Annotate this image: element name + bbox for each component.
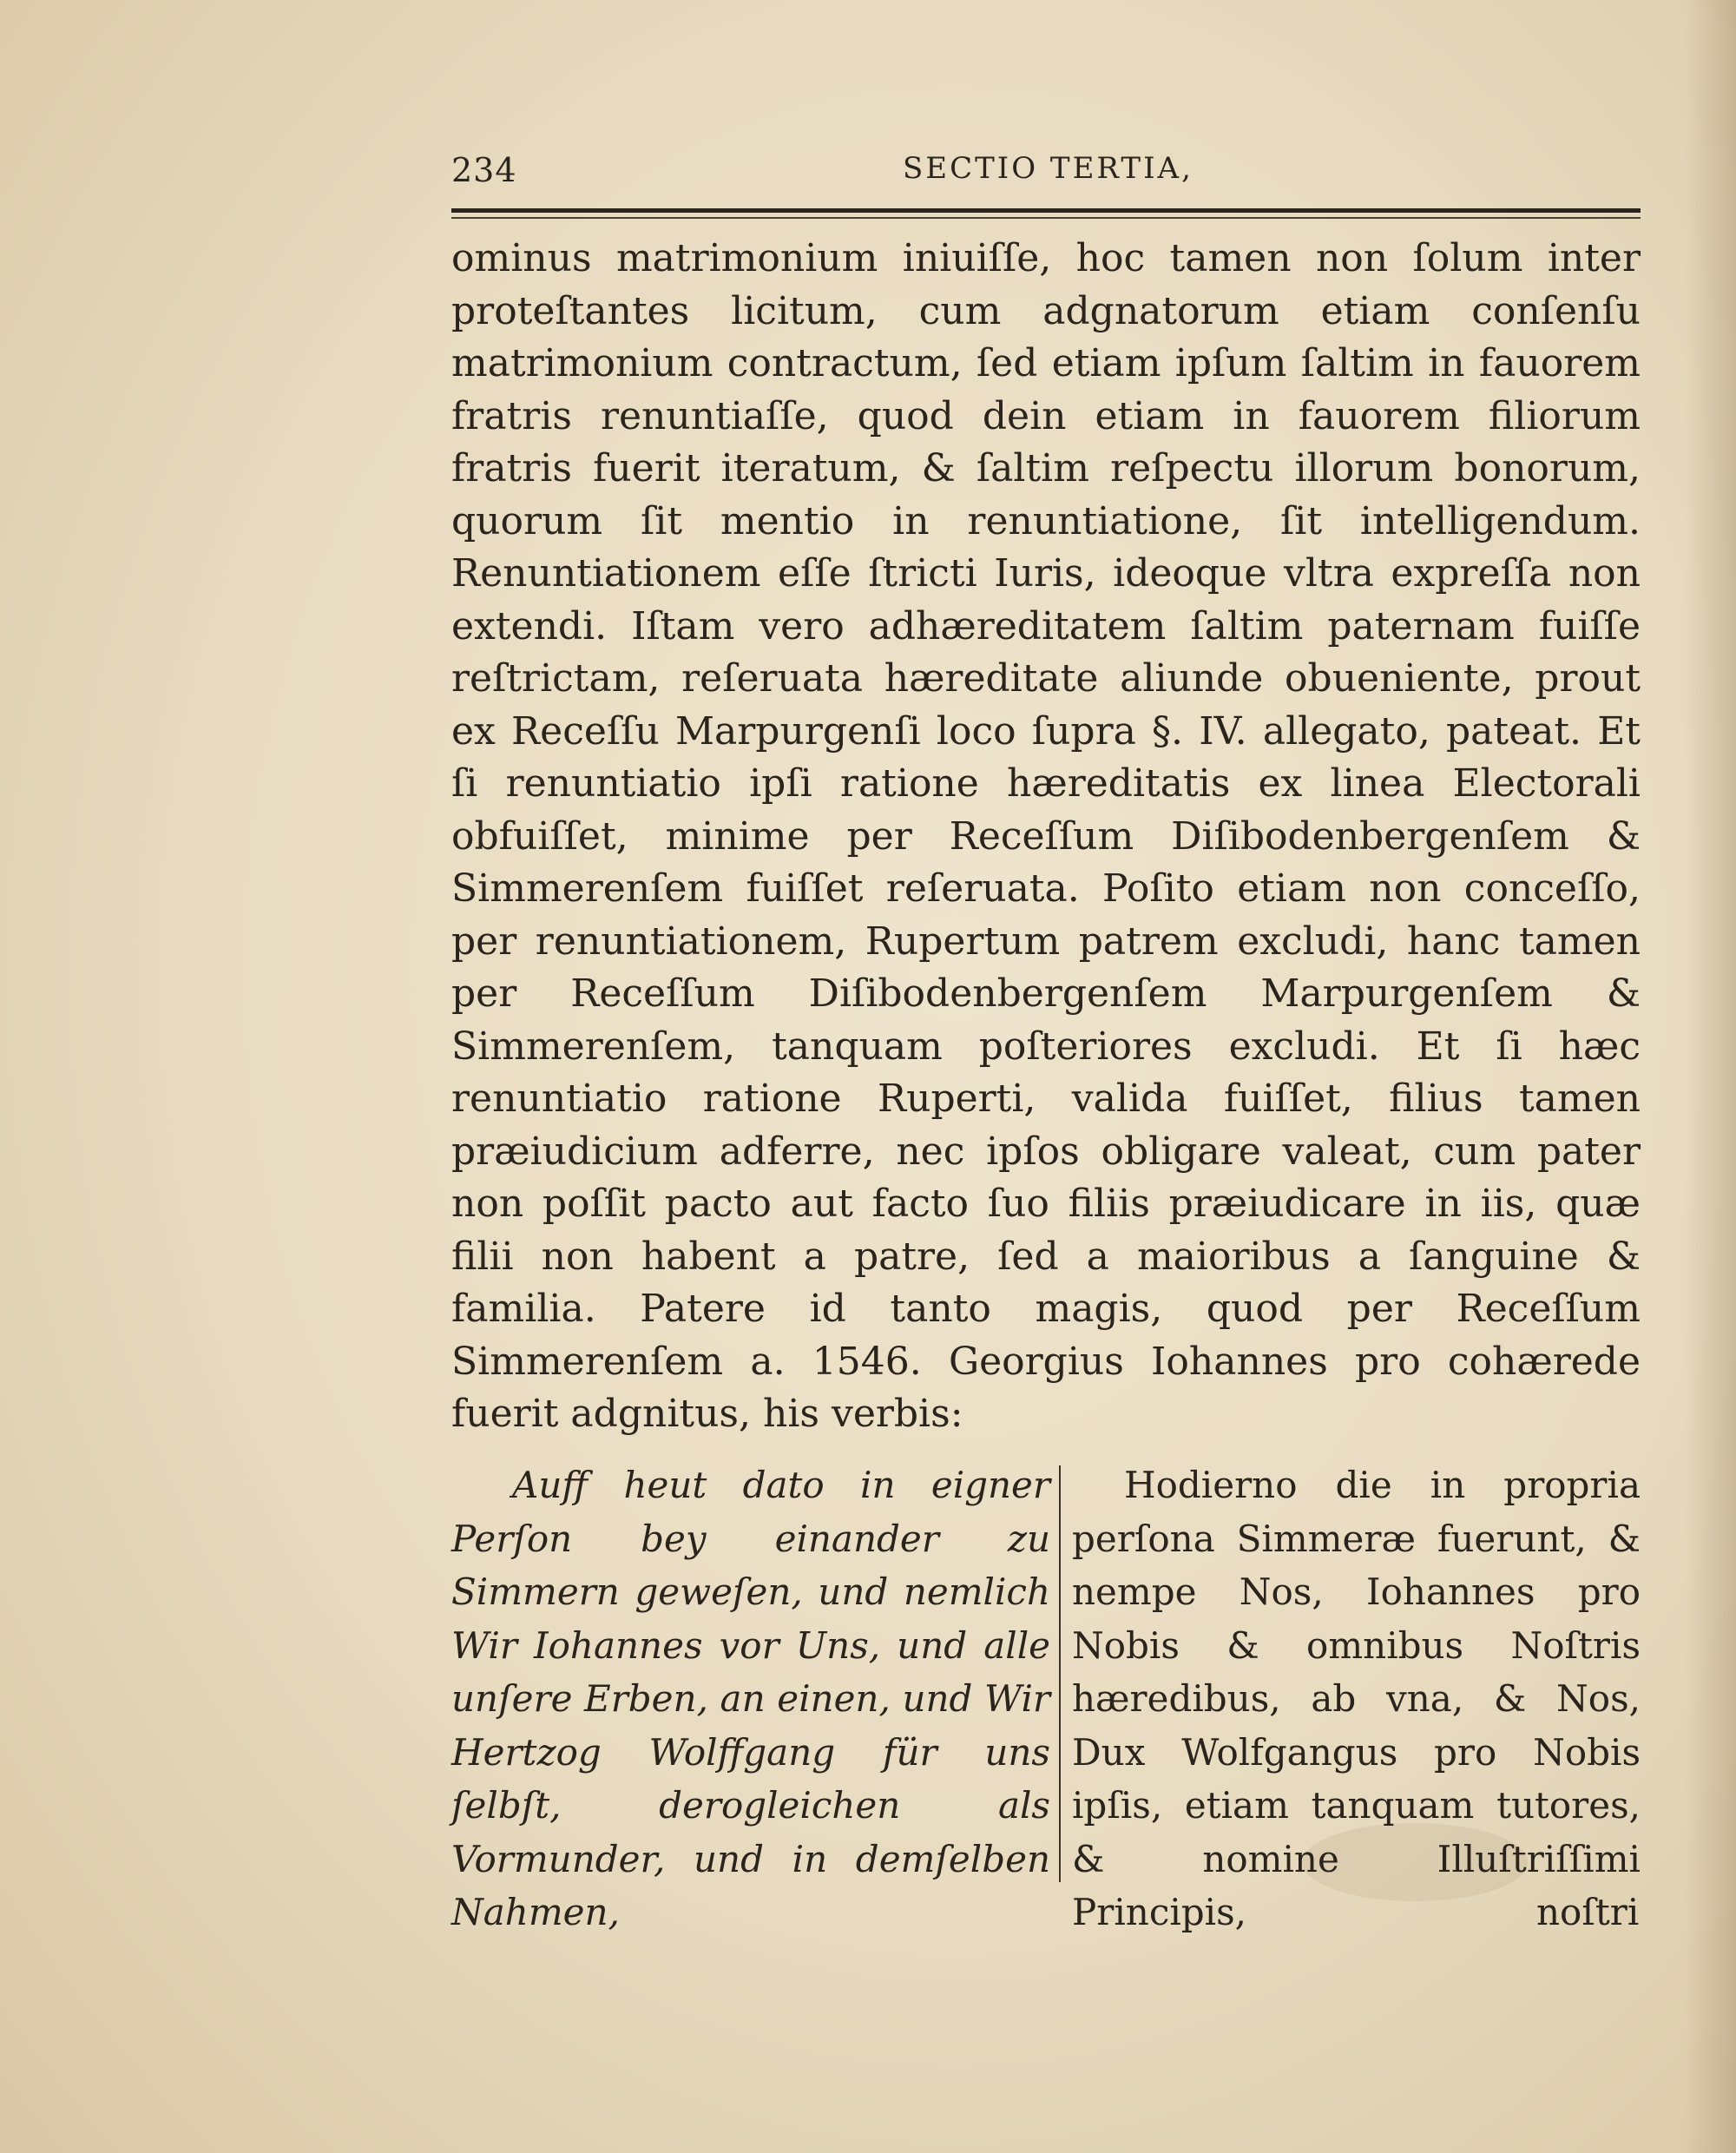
catchword: noſtri: [1536, 1891, 1640, 1933]
main-text-block: [451, 233, 1641, 1441]
header-rule-thin: [451, 217, 1641, 219]
latin-column: Hodierno die in propria perſona Simmeræ fuerunt, & nempe Nos, Iohannes pro Nobis & omnibus Noſtris hæredibus, ab vna, & Nos, Dux Wolfgangus pro Nobis ipſis, etiam tanquam tutores, & nomine Illuſtriſſimi Principis,: [1072, 1464, 1641, 1933]
running-head: SECTIO TERTIA,: [903, 151, 1194, 186]
page-edge-shadow: [1684, 0, 1736, 2153]
header-rule: [451, 208, 1641, 213]
parallel-columns: [451, 1458, 1641, 1945]
column-divider: [1059, 1465, 1061, 1882]
german-column: Auff heut dato in eigner Perſon bey einander zu Simmern geweſen, und nemlich Wir Iohannes vor Uns, und alle unſere Erben, an einen, und Wir Hertzog Wolffgang für uns ſelbſt, derogleichen als Vormunder, und in demſelben Nahmen,: [451, 1464, 1050, 1933]
page-header: [451, 146, 1641, 198]
main-paragraph: ominus matrimonium iniuiſſe, hoc tamen non ſolum inter proteſtantes licitum, cum adgnatorum etiam conſenſu matrimonium contractum, ſed etiam ipſum ſaltim in fauorem fratris renuntiaſſe, quod dein etiam in fauorem filiorum fratris fuerit iteratum, & ſaltim reſpectu illorum bonorum, quorum ſit mentio in renuntiatione, ſit intelligendum. Renuntiationem eſſe ſtricti Iuris, ideoque vltra expreſſa non extendi. Iſtam vero adhæreditatem ſaltim paternam fuiſſe reſtrictam, reſeruata hæreditate aliunde obueniente, prout ex Receſſu Marpurgenſi loco ſupra §. IV. allegato, pateat. Et ſi renuntiatio ipſi ratione hæreditatis ex linea Electorali obfuiſſet, minime per Receſſum Diſibodenbergenſem & Simmerenſem fuiſſet reſeruata. Poſito etiam non conceſſo, per renuntiationem, Rupertum patrem excludi, hanc tamen per Receſſum Diſibodenbergenſem Marpurgenſem & Simmerenſem, tanquam poſteriores excludi. Et ſi hæc renuntiatio ratione Ruperti, valida fuiſſet, filius tamen præiudicium adferre, nec ipſos obligare valeat, cum pater non poſſit pacto aut facto ſuo filiis præiudicare in iis, quæ filii non habent a patre, ſed a maioribus a ſanguine & familia. Patere id tanto magis, quod per Receſſum Simmerenſem a. 1546. Georgius Iohannes pro cohærede fuerit adgnitus, his verbis:: [451, 236, 1641, 1436]
page-number: 234: [451, 151, 517, 189]
